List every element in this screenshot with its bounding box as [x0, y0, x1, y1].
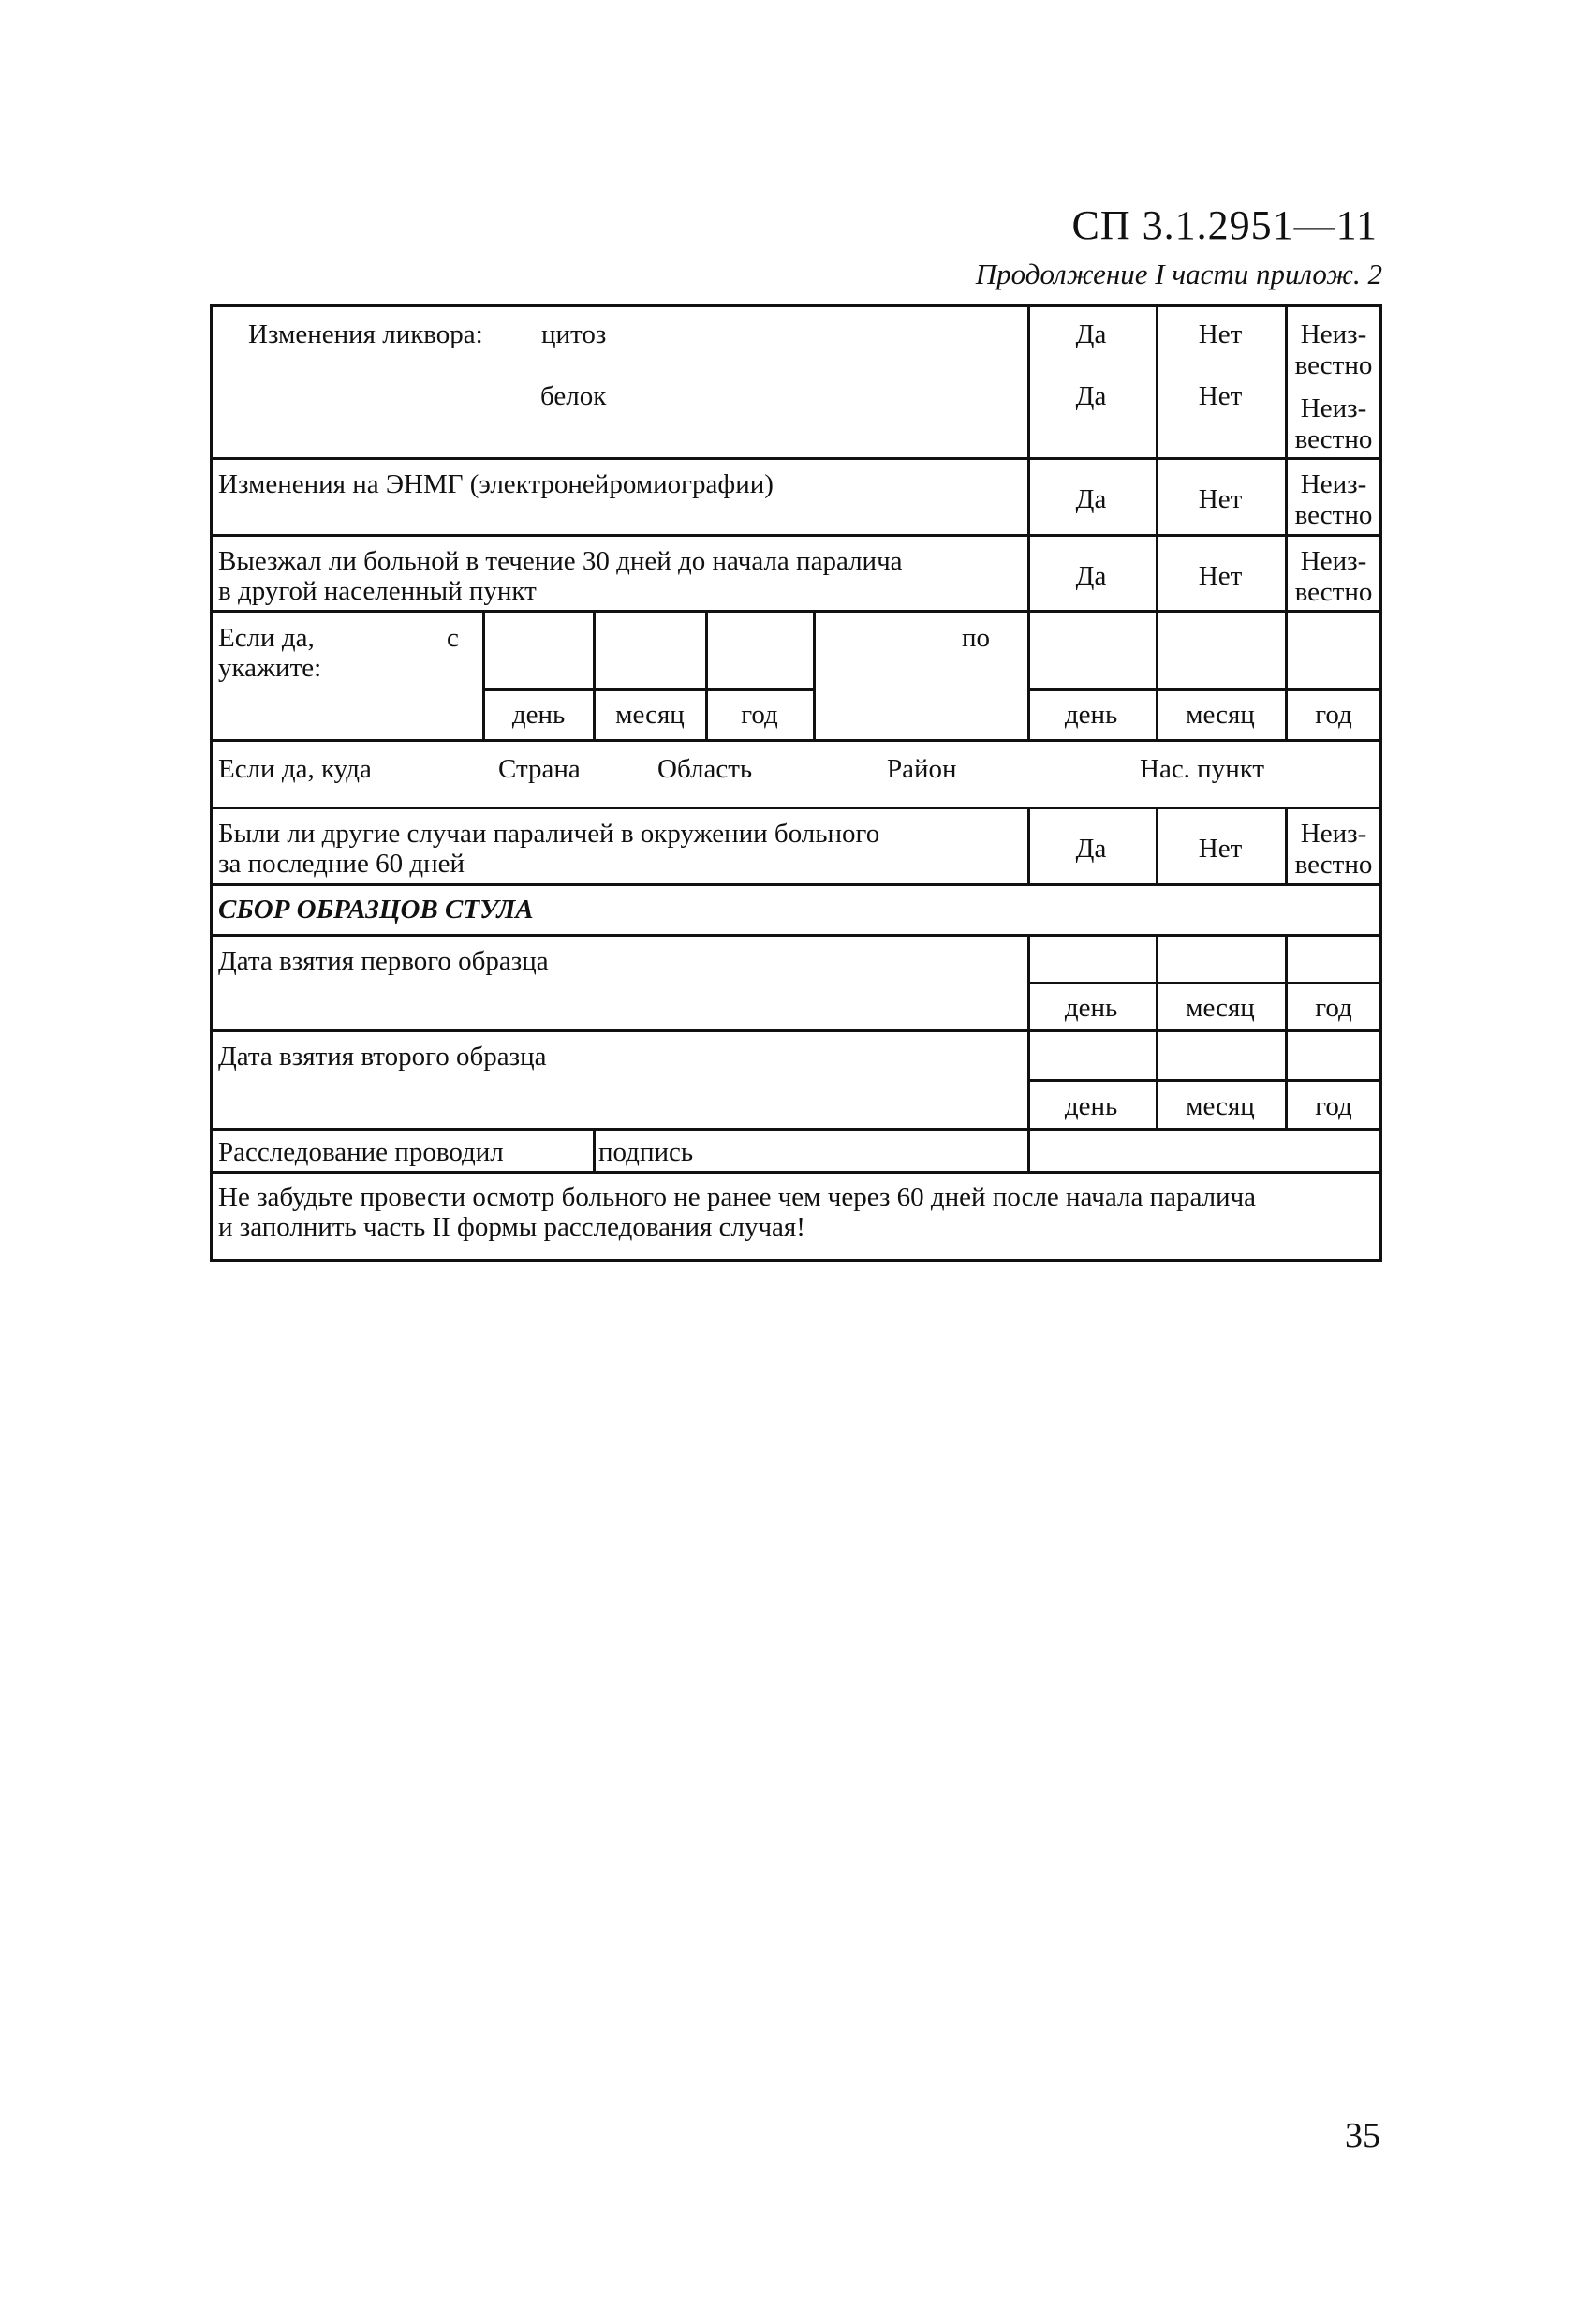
liquor-protein-yes-option[interactable]: Да: [1075, 381, 1107, 411]
row-divider: [213, 883, 1379, 886]
travel-to-year-label: год: [1315, 700, 1352, 730]
document-code: СП 3.1.2951—11: [1071, 202, 1378, 248]
travel-dates-label-line1: Если да,: [218, 623, 315, 653]
row-divider: [213, 1171, 1379, 1174]
column-divider: [593, 1128, 596, 1171]
investigation-form-table: [210, 304, 1382, 1262]
travel-district-label: Район: [887, 754, 957, 784]
investigator-signature-field[interactable]: [1030, 1131, 1379, 1171]
travel-from-label: с: [447, 623, 459, 653]
other-cases-yes-option[interactable]: Да: [1075, 834, 1107, 864]
travel-to-year-input[interactable]: [1288, 613, 1379, 688]
stool-samples-section-title: СБОР ОБРАЗЦОВ СТУЛА: [218, 895, 534, 925]
travel-from-year-label: год: [741, 700, 778, 730]
travel-from-day-label: день: [511, 700, 566, 730]
travel-to-month-label: месяц: [1186, 700, 1255, 730]
second-sample-month-input[interactable]: [1158, 1032, 1285, 1079]
travel-from-year-input[interactable]: [708, 613, 813, 688]
travel-question-line2: в другой населенный пункт: [218, 576, 537, 606]
travel-to-day-input[interactable]: [1030, 613, 1156, 688]
other-cases-no-option[interactable]: Нет: [1198, 834, 1243, 864]
reminder-line1: Не забудьте провести осмотр больного не ранее чем через 60 дней после начала паралича: [218, 1182, 1257, 1212]
column-divider: [1156, 807, 1158, 883]
column-divider: [1285, 807, 1288, 883]
row-divider: [1027, 982, 1379, 984]
other-cases-question-line1: Были ли другие случаи параличей в окружении больного: [218, 819, 880, 849]
liquor-protein-label: белок: [540, 381, 607, 411]
other-cases-question-line2: за последние 60 дней: [218, 849, 465, 879]
liquor-label: Изменения ликвора:: [248, 319, 483, 349]
travel-region-label: Область: [657, 754, 753, 784]
first-sample-day-input[interactable]: [1030, 937, 1156, 982]
continuation-note: Продолжение I части прилож. 2: [975, 258, 1382, 290]
travel-country-label: Страна: [498, 754, 581, 784]
row-divider: [213, 457, 1379, 460]
second-sample-day-input[interactable]: [1030, 1032, 1156, 1079]
row-divider: [1027, 688, 1379, 691]
liquor-protein-unknown-option[interactable]: Неиз-: [1300, 393, 1367, 423]
liquor-cytosis-yes-option[interactable]: Да: [1075, 319, 1107, 349]
enmg-yes-option[interactable]: Да: [1075, 484, 1107, 514]
second-sample-date-label: Дата взятия второго образца: [218, 1042, 547, 1072]
signature-label: подпись: [598, 1137, 694, 1167]
investigator-label: Расследование проводил: [218, 1137, 504, 1167]
travel-no-option[interactable]: Нет: [1198, 561, 1243, 591]
row-divider: [213, 739, 1379, 742]
row-divider: [482, 688, 816, 691]
travel-unknown-option[interactable]: Неиз-: [1300, 546, 1367, 576]
other-cases-unknown-option-cont[interactable]: вестно: [1294, 850, 1373, 880]
liquor-cytosis-label: цитоз: [541, 319, 607, 349]
enmg-label: Изменения на ЭНМГ (электронейромиографии): [218, 469, 774, 499]
liquor-cytosis-unknown-option[interactable]: Неиз-: [1300, 319, 1367, 349]
column-divider: [1027, 807, 1030, 883]
enmg-unknown-option[interactable]: Неиз-: [1300, 469, 1367, 499]
enmg-no-option[interactable]: Нет: [1198, 484, 1243, 514]
travel-from-day-input[interactable]: [485, 613, 593, 688]
liquor-cytosis-no-option[interactable]: Нет: [1198, 319, 1243, 349]
liquor-cytosis-unknown-option-cont[interactable]: вестно: [1294, 350, 1373, 380]
first-sample-month-label: месяц: [1186, 993, 1255, 1023]
travel-place-label: Если да, куда: [218, 754, 372, 784]
first-sample-month-input[interactable]: [1158, 937, 1285, 982]
second-sample-year-label: год: [1315, 1091, 1352, 1121]
row-divider: [213, 807, 1379, 809]
travel-to-day-label: день: [1064, 700, 1118, 730]
liquor-protein-no-option[interactable]: Нет: [1198, 381, 1243, 411]
liquor-protein-unknown-option-cont[interactable]: вестно: [1294, 424, 1373, 454]
travel-locality-label: Нас. пункт: [1140, 754, 1265, 784]
first-sample-year-input[interactable]: [1288, 937, 1379, 982]
other-cases-unknown-option[interactable]: Неиз-: [1300, 819, 1367, 849]
travel-unknown-option-cont[interactable]: вестно: [1294, 577, 1373, 607]
travel-to-month-input[interactable]: [1158, 613, 1285, 688]
row-divider: [213, 534, 1379, 537]
travel-from-month-input[interactable]: [596, 613, 705, 688]
reminder-line2: и заполнить часть II формы расследования случая!: [218, 1212, 805, 1242]
travel-to-label: по: [962, 623, 991, 653]
second-sample-day-label: день: [1064, 1091, 1118, 1121]
second-sample-year-input[interactable]: [1288, 1032, 1379, 1079]
first-sample-date-label: Дата взятия первого образца: [218, 946, 549, 976]
travel-dates-label-line2: укажите:: [218, 653, 322, 683]
first-sample-day-label: день: [1064, 993, 1118, 1023]
second-sample-month-label: месяц: [1186, 1091, 1255, 1121]
travel-from-month-label: месяц: [615, 700, 685, 730]
first-sample-year-label: год: [1315, 993, 1352, 1023]
travel-yes-option[interactable]: Да: [1075, 561, 1107, 591]
travel-question-line1: Выезжал ли больной в течение 30 дней до начала паралича: [218, 546, 903, 576]
column-divider: [813, 610, 816, 739]
enmg-unknown-option-cont[interactable]: вестно: [1294, 500, 1373, 530]
page-number: 35: [1345, 2116, 1380, 2155]
row-divider: [1027, 1079, 1379, 1082]
